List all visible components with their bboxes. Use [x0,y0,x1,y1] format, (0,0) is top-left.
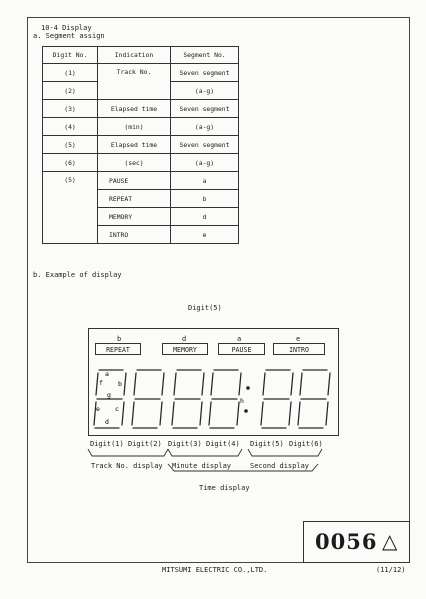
cell-segment: a [171,172,239,190]
segment-label-e: e [96,405,100,413]
digit-4-segments [209,370,241,428]
cell-digit: (5) [43,136,98,154]
segment-label-d: d [105,418,109,426]
cell-segment: Seven segment [171,136,239,154]
segment-label-f: f [99,379,103,387]
pause-indicator: PAUSE [218,343,265,355]
cell-indication: (sec) [98,154,171,172]
time-display-label: Time display [199,484,250,492]
segment-label-a: a [105,370,109,378]
header-indication: Indication [98,47,171,64]
digit-5-segments [261,370,293,428]
cell-digit: (1) [43,64,98,82]
group-label-second: Second display [250,462,310,470]
digit-label-2: Digit(2) [128,440,162,448]
cell-indication: MEMORY [98,208,171,226]
cell-digit: (4) [43,118,98,136]
table-row [43,118,239,136]
cell-indication: REPEAT [98,190,171,208]
cell-segment: b [171,190,239,208]
table-row [43,136,239,154]
digit-label-3: Digit(3) [168,440,202,448]
cell-digit: (2) [43,82,98,100]
header-digit-no: Digit No. [43,47,98,64]
repeat-indicator: REPEAT [95,343,141,355]
cell-segment: (a-g) [171,154,239,172]
cell-indication: Track No. [98,64,171,100]
section-title: 10-4 Display [41,24,92,32]
header-segment-no: Segment No. [171,47,239,64]
memory-indicator: MEMORY [162,343,208,355]
indicator-letter: d [182,335,187,343]
segment-label-b: b [118,380,122,388]
cell-indication: INTRO [98,226,171,244]
segment-label-h: h [240,397,244,405]
indicator-letter: e [296,335,301,343]
table-row [43,172,239,190]
cell-digit: (5) [43,172,98,244]
second-brace [248,449,322,456]
segment-table [42,46,239,244]
table-row [43,64,239,82]
digit-2-segments [132,370,164,428]
segment-label-g: g [107,391,111,399]
digit-label-4: Digit(4) [206,440,240,448]
digit-label-5: Digit(5) [250,440,284,448]
cell-segment: e [171,226,239,244]
segment-label-c: c [115,405,119,413]
cell-digit: (6) [43,154,98,172]
colon-dot-bottom [244,409,248,413]
seven-segment-digits [88,366,339,432]
table-row [43,154,239,172]
cell-segment: (a-g) [171,82,239,100]
subtitle-example-display: b. Example of display [33,271,122,279]
table-header-row [43,47,239,64]
cell-segment: Seven segment [171,64,239,82]
company-name: MITSUMI ELECTRIC CO.,LTD. [162,566,268,574]
digit-6-segments [298,370,330,428]
page-number: (11/12) [376,566,406,574]
cell-segment: Seven segment [171,100,239,118]
cell-indication: Elapsed time [98,136,171,154]
group-label-track: Track No. display [91,462,163,470]
subtitle-segment-assign: a. Segment assign [33,32,105,40]
digit-label-6: Digit(6) [289,440,323,448]
cell-indication: (min) [98,118,171,136]
table-row [43,100,239,118]
digit-label-1: Digit(1) [90,440,124,448]
minute-brace [168,449,242,456]
intro-indicator: INTRO [273,343,325,355]
indicator-letter: a [237,335,242,343]
colon-dot-top [246,386,250,390]
display-heading: Digit(5) [188,304,222,312]
revision-triangle-icon: △ [382,529,398,553]
cell-digit: (3) [43,100,98,118]
cell-indication: PAUSE [98,172,171,190]
group-label-minute: Minute display [172,462,232,470]
cell-segment: (a-g) [171,118,239,136]
cell-indication: Elapsed time [98,100,171,118]
indicator-letter: b [117,335,122,343]
cell-segment: d [171,208,239,226]
stamp-number: 0056 [315,529,378,554]
track-brace [88,449,168,456]
digit-3-segments [172,370,204,428]
